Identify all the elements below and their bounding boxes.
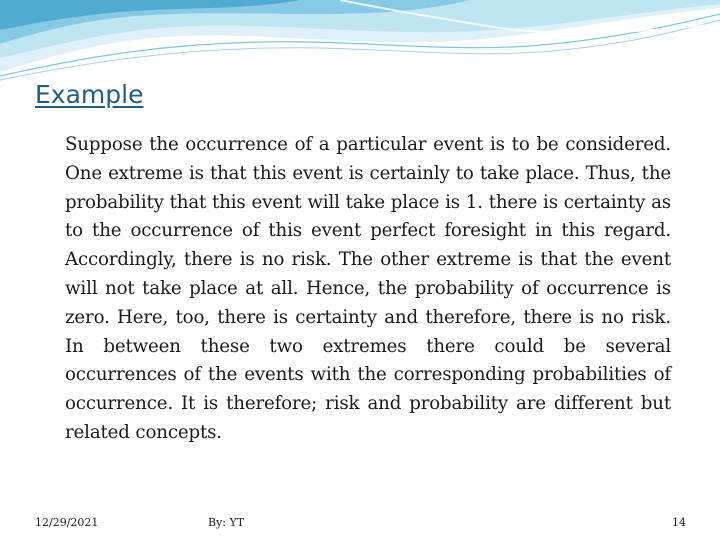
footer-author: By: YT [208,516,245,529]
page-number: 14 [672,516,686,529]
header-wave-decoration [0,0,720,90]
slide-title: Example [35,80,144,109]
footer-date: 12/29/2021 [35,516,99,529]
body-paragraph: Suppose the occurrence of a particular event is to be considered. One extreme is that this event is certainly to take place. Thus, the probability that this event will take place is 1. there is certainty as to the occurrence of this event perfect foresight in this regard. Accordingly, there is no risk. The other extreme is that the event will not take place at all. Hence, the probability of occurrence is zero. Here, too, there is certainty and therefore, there is no risk. In between these two extremes there could be several occurrences of the events with the corresponding probabilities of occurrence. It is therefore; risk and probability are different but related concepts. [65,134,671,443]
